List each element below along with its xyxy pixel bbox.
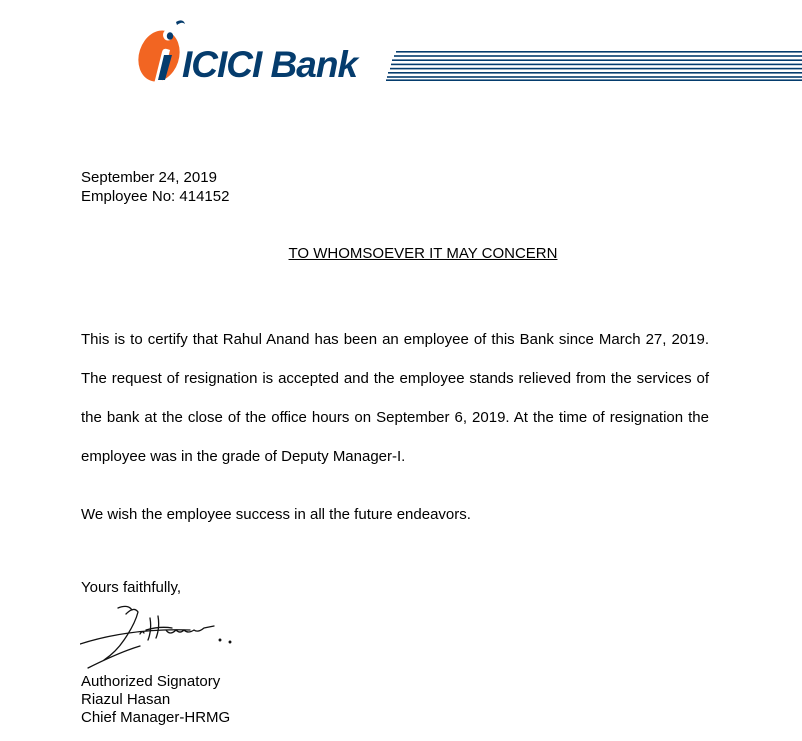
closing-line: Yours faithfully, (81, 579, 182, 596)
letter-date: September 24, 2019 (81, 169, 217, 186)
signatory-block (81, 673, 230, 727)
date-block (81, 168, 229, 206)
bank-name: ICICI Bank (182, 44, 358, 85)
certification-paragraph: This is to certify that Rahul Anand has been an employee of this Bank since March 27, 2019. The request of resignation is accepted and the employee stands relieved from the services of the bank at the close of the office hours on September 6, 2019. At the time of resignation the employee was in the grade of Deputy Manager-I. (81, 331, 709, 465)
wish-line: We wish the employee success in all the future endeavors. (81, 506, 471, 523)
employee-number: Employee No: 414152 (81, 188, 230, 205)
handwritten-signature (80, 600, 250, 670)
icici-i-logo-icon (136, 18, 186, 84)
signatory-name: Riazul Hasan (81, 691, 171, 708)
signatory-designation: Chief Manager-HRMG (81, 709, 231, 726)
letter-subject: TO WHOMSOEVER IT MAY CONCERN (288, 245, 558, 262)
letterhead (136, 18, 802, 88)
signatory-title: Authorized Signatory (81, 673, 221, 690)
letterhead-stripes (386, 51, 802, 81)
